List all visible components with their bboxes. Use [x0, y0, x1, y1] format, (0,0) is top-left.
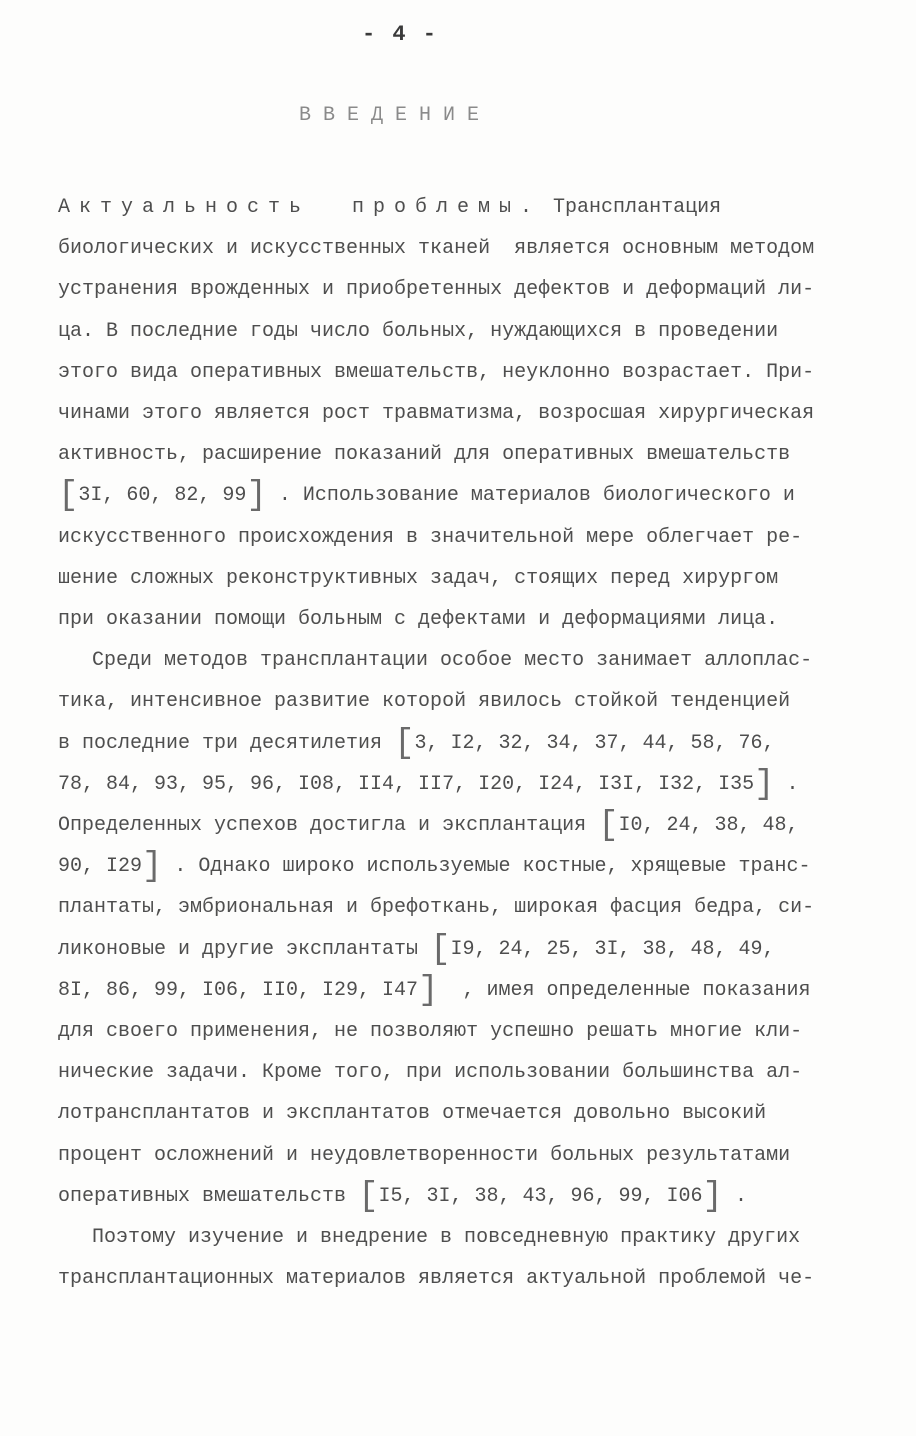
text-line	[58, 234, 858, 264]
text-line	[58, 931, 858, 969]
text-run: шение сложных реконструктивных задач, стоящих перед хирургом	[58, 567, 779, 590]
text-run: активность, расширение показаний для оперативных вмешательств	[58, 443, 791, 466]
page-number: - 4 -	[361, 22, 438, 47]
text-line	[58, 358, 858, 388]
text-run: 90, I29	[58, 855, 143, 878]
text-run: . Использование материалов биологического и	[266, 484, 795, 507]
text-line	[58, 523, 858, 553]
text-run: .	[774, 773, 799, 796]
text-run: 78, 84, 93, 95, 96, I08, II4, II7, I20, I24, I3I, I32, I35	[58, 773, 755, 796]
reference-bracket: [	[358, 1178, 379, 1216]
text-line	[58, 1017, 858, 1047]
text-line	[58, 275, 858, 305]
text-run: 8I, 86, 99, I06, II0, I29, I47	[58, 979, 419, 1002]
text-run: Поэтому изучение и внедрение в повседневную практику других	[92, 1226, 801, 1249]
text-line	[58, 1099, 858, 1129]
text-run: лотрансплантатов и эксплантатов отмечается довольно высокий	[58, 1102, 767, 1125]
text-line	[58, 477, 858, 515]
reference-bracket: [	[598, 807, 619, 845]
text-run: Актуальность проблемы.	[58, 196, 542, 219]
reference-bracket: ]	[754, 766, 775, 804]
text-run: трансплантационных материалов является актуальной проблемой че-	[58, 1267, 815, 1290]
text-run: чинами этого является рост травматизма, возросшая хирургическая	[58, 402, 815, 425]
text-line	[58, 1058, 858, 1088]
text-run: I5, 3I, 38, 43, 96, 99, I06	[378, 1185, 703, 1208]
text-run: Трансплантация	[541, 196, 722, 219]
text-run: устранения врожденных и приобретенных дефектов и деформаций ли-	[58, 278, 815, 301]
text-run: Определенных успехов достигла и эксплантация	[58, 814, 599, 837]
text-line	[58, 440, 858, 470]
section-heading: ВВЕДЕНИЕ	[298, 104, 491, 127]
text-line	[58, 972, 858, 1010]
reference-bracket: [	[58, 477, 79, 515]
text-run: в последние три десятилетия	[58, 732, 395, 755]
text-run: , имея определенные показания	[438, 979, 811, 1002]
text-run: ца. В последние годы число больных, нуждающихся в проведении	[58, 320, 779, 343]
reference-bracket: ]	[142, 848, 163, 886]
text-line	[58, 1178, 858, 1216]
text-run: 3I, 60, 82, 99	[78, 484, 247, 507]
text-run: тика, интенсивное развитие которой явилось стойкой тенденцией	[58, 690, 791, 713]
text-line	[92, 1223, 892, 1253]
text-run: нические задачи. Кроме того, при использовании большинства ал-	[58, 1061, 803, 1084]
text-line	[58, 564, 858, 594]
text-line	[58, 605, 858, 635]
text-run: этого вида оперативных вмешательств, неуклонно возрастает. При-	[58, 361, 815, 384]
text-line	[58, 848, 858, 886]
text-run: плантаты, эмбриональная и брефоткань, широкая фасция бедра, си-	[58, 896, 815, 919]
text-line	[58, 687, 858, 717]
text-line	[58, 766, 858, 804]
text-line	[58, 725, 858, 763]
text-line	[58, 893, 858, 923]
text-line	[92, 646, 892, 676]
text-run: искусственного происхождения в значительной мере облегчает ре-	[58, 526, 803, 549]
text-line	[58, 807, 858, 845]
reference-bracket: ]	[418, 972, 439, 1010]
text-run: I0, 24, 38, 48,	[618, 814, 799, 837]
text-run: биологических и искусственных тканей является основным методом	[58, 237, 815, 260]
text-run: I9, 24, 25, 3I, 38, 48, 49,	[450, 938, 775, 961]
text-run: Среди методов трансплантации особое место занимает аллоплас-	[92, 649, 813, 672]
reference-bracket: ]	[702, 1178, 723, 1216]
text-line	[58, 317, 858, 347]
reference-bracket: [	[430, 931, 451, 969]
text-run: 3, I2, 32, 34, 37, 44, 58, 76,	[414, 732, 775, 755]
text-run: при оказании помощи больным с дефектами и деформациями лица.	[58, 608, 779, 631]
text-line	[58, 193, 858, 223]
text-line	[58, 1264, 858, 1294]
text-run: процент осложнений и неудовлетворенности больных результатами	[58, 1144, 791, 1167]
text-run: ликоновые и другие эксплантаты	[58, 938, 431, 961]
text-run: .	[722, 1185, 747, 1208]
reference-bracket: [	[394, 725, 415, 763]
text-line	[58, 1141, 858, 1171]
text-run: для своего применения, не позволяют успешно решать многие кли-	[58, 1020, 803, 1043]
text-run: оперативных вмешательств	[58, 1185, 359, 1208]
text-line	[58, 399, 858, 429]
reference-bracket: ]	[246, 477, 267, 515]
text-run: . Однако широко используемые костные, хрящевые транс-	[162, 855, 811, 878]
